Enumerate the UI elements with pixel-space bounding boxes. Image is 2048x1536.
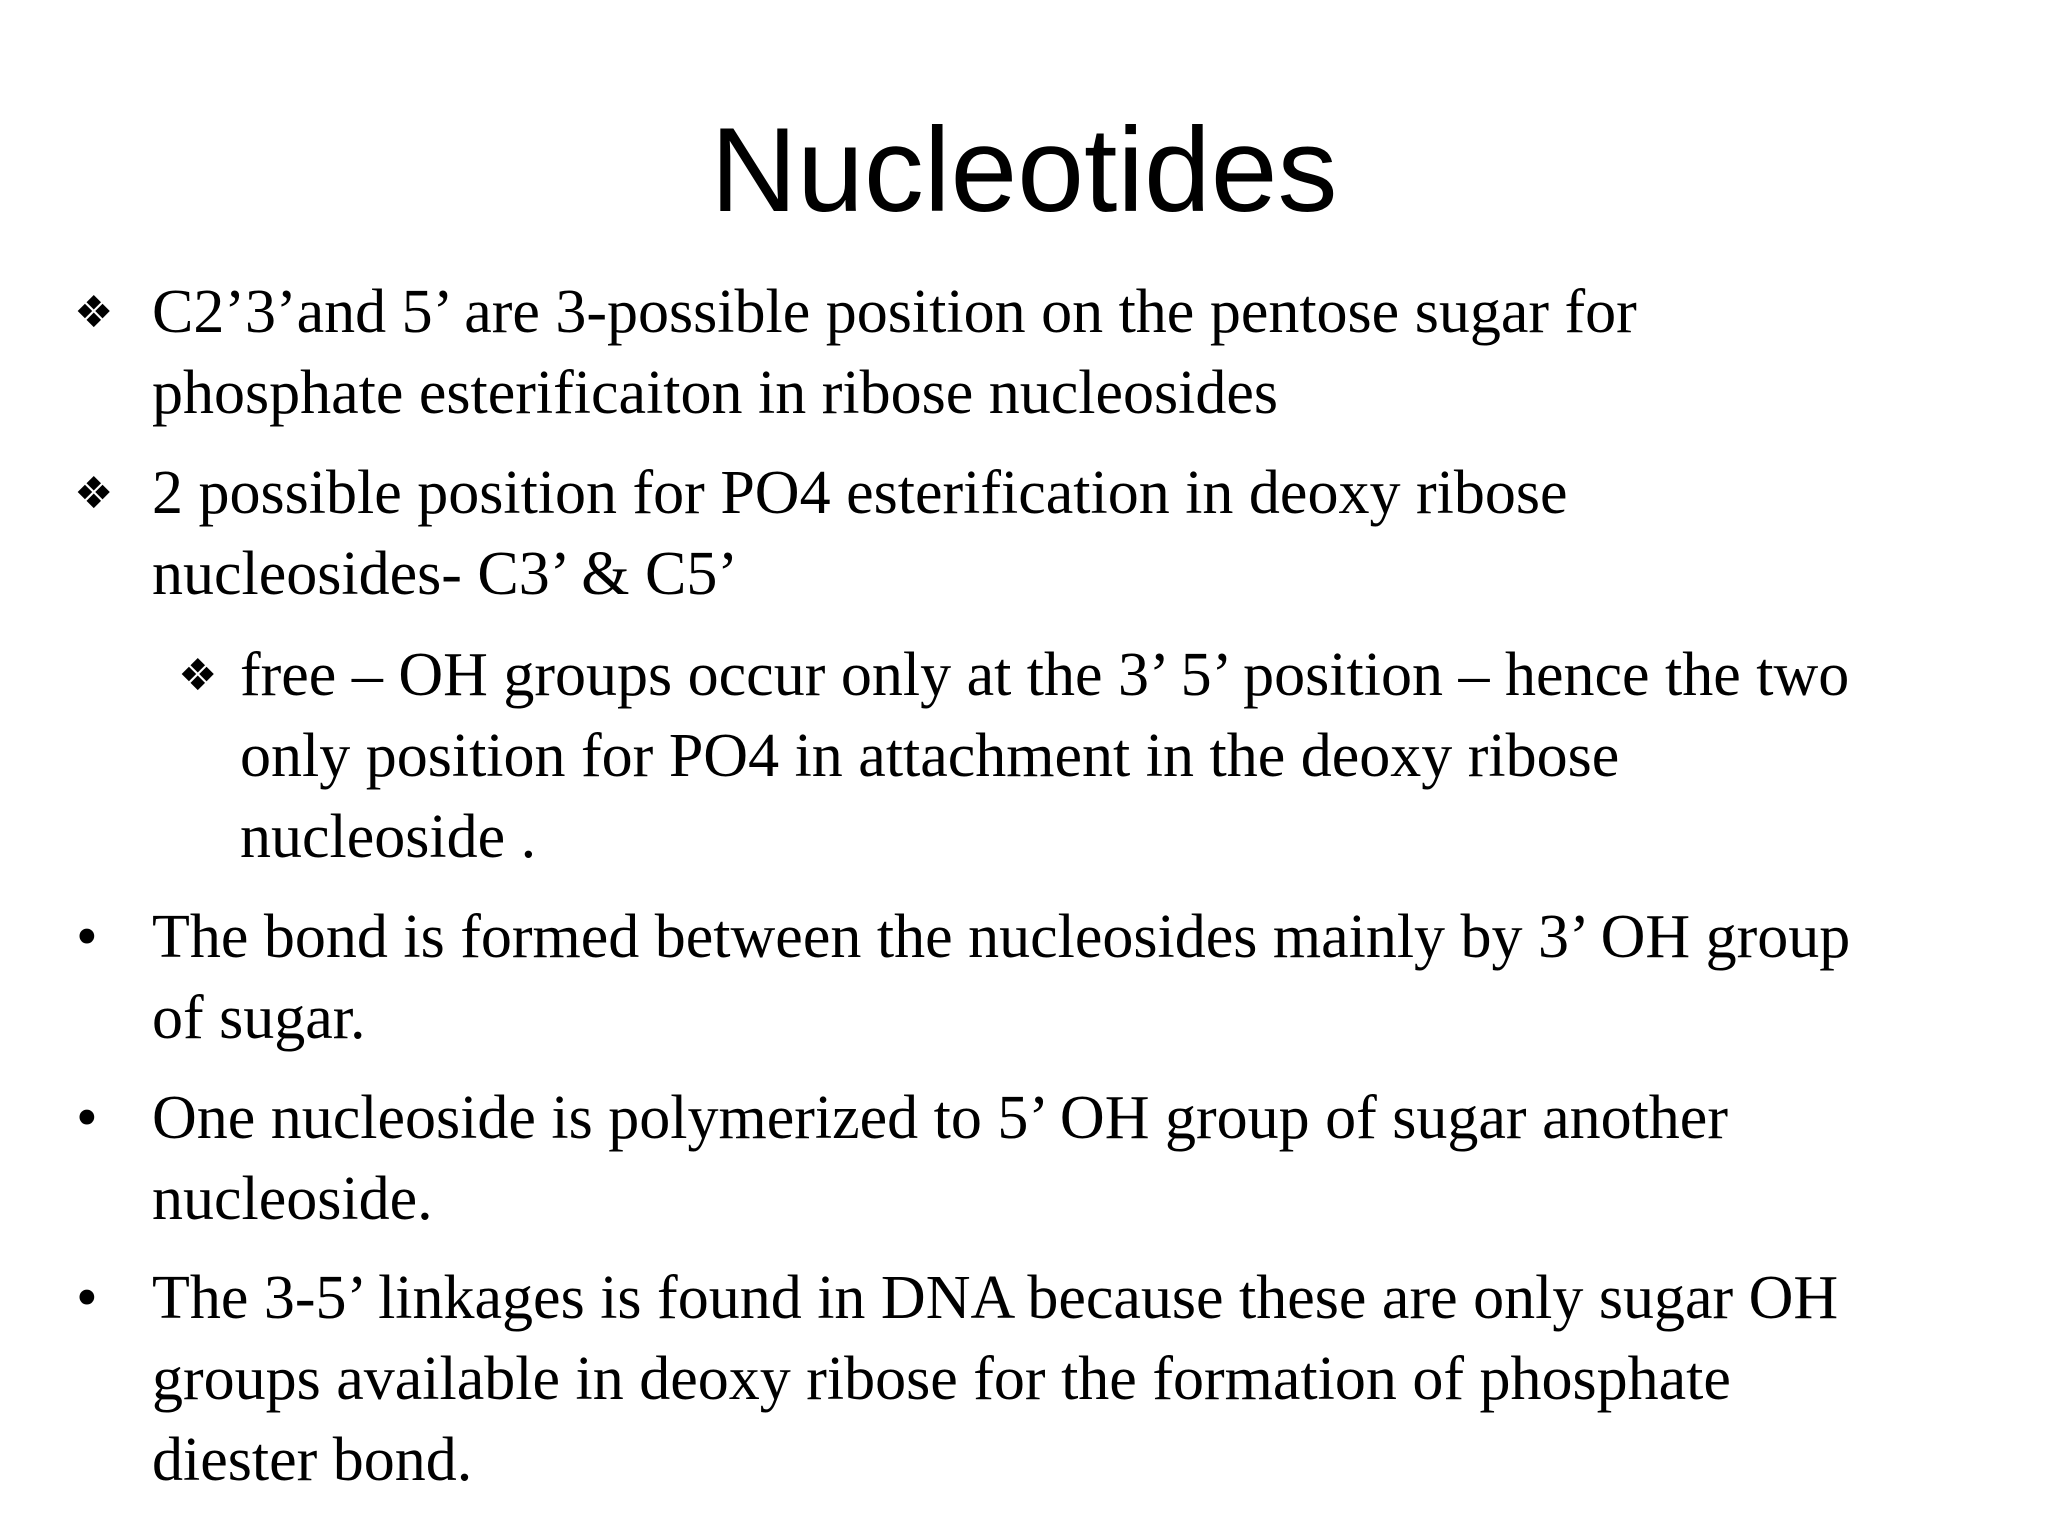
bullet-text-line: nucleoside. bbox=[152, 1165, 433, 1233]
bullet-text-line: of sugar. bbox=[152, 984, 366, 1052]
bullet-text-line: nucleosides- C3’ & C5’ bbox=[152, 540, 739, 608]
bullet-item bbox=[76, 897, 1851, 1059]
bullet-text-line: diester bond. bbox=[152, 1426, 473, 1494]
bullet-item bbox=[74, 453, 1568, 615]
bullet-text-line: only position for PO4 in attachment in the deoxy ribose bbox=[240, 722, 1620, 790]
diamond-bullet-icon: ❖ bbox=[74, 287, 114, 338]
bullet-item bbox=[76, 1078, 1728, 1240]
bullet-text-line: The 3-5’ linkages is found in DNA because these are only sugar OH bbox=[152, 1264, 1839, 1332]
slide-title: Nucleotides bbox=[710, 103, 1338, 237]
sub-bullet-item bbox=[178, 635, 1850, 878]
bullet-text-line: The bond is formed between the nucleosides mainly by 3’ OH group bbox=[152, 903, 1851, 971]
bullet-item bbox=[76, 1258, 1839, 1501]
bullet-text-line: C2’3’and 5’ are 3-possible position on the pentose sugar for bbox=[152, 278, 1637, 346]
bullet-text-line: One nucleoside is polymerized to 5’ OH group of sugar another bbox=[152, 1084, 1728, 1152]
diamond-bullet-icon: ❖ bbox=[74, 468, 114, 519]
bullet-text-line: free – OH groups occur only at the 3’ 5’ position – hence the two bbox=[240, 641, 1850, 709]
bullet-text-line: nucleoside . bbox=[240, 803, 537, 871]
bullet-text-line: phosphate esterificaiton in ribose nucleosides bbox=[152, 359, 1279, 427]
dot-bullet-icon: • bbox=[76, 1264, 98, 1332]
dot-bullet-icon: • bbox=[76, 1084, 98, 1152]
dot-bullet-icon: • bbox=[76, 903, 98, 971]
diamond-bullet-icon: ❖ bbox=[178, 650, 218, 701]
bullet-text-line: 2 possible position for PO4 esterification in deoxy ribose bbox=[152, 459, 1568, 527]
bullet-item bbox=[74, 272, 1637, 434]
bullet-text-line: groups available in deoxy ribose for the formation of phosphate bbox=[152, 1345, 1731, 1413]
